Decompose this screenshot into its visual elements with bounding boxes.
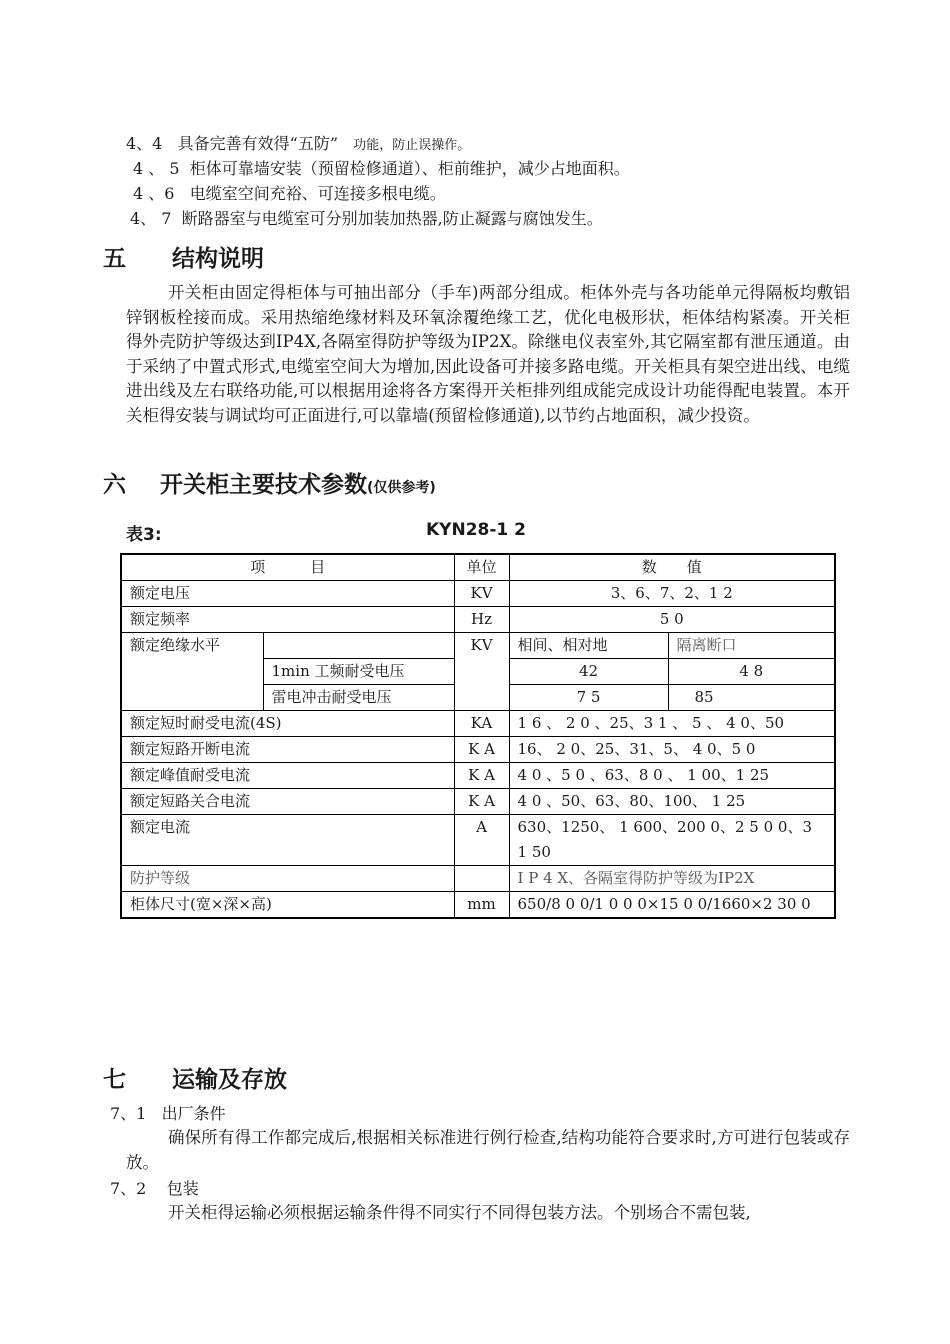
row-label: 额定短路开断电流 <box>121 737 454 763</box>
row-value: 1 6 、 2 0 、25、3 1 、 5 、 4 0、50 <box>509 711 835 737</box>
section-6-heading <box>103 466 436 499</box>
item-4-6 <box>133 181 446 204</box>
item-4-5 <box>133 156 630 179</box>
section-title: 运输及存放 <box>172 1067 288 1093</box>
sub-row-label: 1min 工频耐受电压 <box>263 659 454 685</box>
table-row <box>121 763 835 789</box>
row-unit <box>454 866 509 892</box>
row-label: 额定电压 <box>121 581 454 607</box>
item-text: 电缆室空间充裕、可连接多根电缆。 <box>189 184 446 203</box>
subsection-7-1-text: 确保所有得工作都完成后,根据相关标准进行例行检查,结构功能符合要求时,方可进行包装或存放。 <box>126 1128 850 1172</box>
table-header-row <box>121 554 835 581</box>
row-unit: Hz <box>454 607 509 633</box>
item-text: 断路器室与电缆室可分别加装加热器,防止凝露与腐蚀发生。 <box>181 209 603 228</box>
table-model: KYN28-1 2 <box>426 520 526 540</box>
table-row <box>121 892 835 919</box>
section-number: 六 <box>103 472 126 498</box>
sub-row-value-b: 4 8 <box>668 659 835 685</box>
table-row <box>121 607 835 633</box>
item-text: 具备完善有效得“五防” <box>177 134 339 153</box>
row-value: 16、 2 0、25、31、5、 4 0、5 0 <box>509 737 835 763</box>
row-label: 额定峰值耐受电流 <box>121 763 454 789</box>
row-value: 630、1250、 1 600、200 0、2 5 0 0、3 1 50 <box>509 815 835 866</box>
header-value: 数 值 <box>509 554 835 581</box>
row-label: 防护等级 <box>121 866 454 892</box>
row-value: 4 0 、50、63、80、100、 1 25 <box>509 789 835 815</box>
item-number: 4、 7 <box>130 209 172 228</box>
table-row <box>121 711 835 737</box>
col-a-header: 相间、相对地 <box>509 633 668 659</box>
subsection-title: 出厂条件 <box>161 1104 226 1123</box>
table-row <box>121 581 835 607</box>
item-4-4 <box>126 131 470 154</box>
sub-row-value-a: 42 <box>509 659 668 685</box>
item-text-tail: 功能，防止误操作。 <box>353 138 471 153</box>
subsection-title: 包装 <box>166 1179 199 1198</box>
subsection-7-2-heading <box>110 1176 199 1199</box>
row-label: 额定频率 <box>121 607 454 633</box>
empty-cell <box>263 633 454 659</box>
subsection-7-2-text: 开关柜得运输必须根据运输条件得不同实行不同得包装方法。个别场合不需包装, <box>168 1203 751 1222</box>
row-value: I P 4 X、各隔室得防护等级为IP2X <box>509 866 835 892</box>
spec-table <box>120 553 836 919</box>
item-number: 4、4 <box>126 134 163 153</box>
row-unit: KV <box>454 581 509 607</box>
sub-row-label: 雷电冲击耐受电压 <box>263 685 454 711</box>
subsection-number: 7、2 <box>110 1179 147 1198</box>
table-row <box>121 866 835 892</box>
subsection-7-1-heading <box>110 1101 226 1124</box>
row-unit: K A <box>454 789 509 815</box>
row-value: 5 0 <box>509 607 835 633</box>
row-label: 额定电流 <box>121 815 454 866</box>
sub-row-value-a: 7 5 <box>509 685 668 711</box>
table-row <box>121 789 835 815</box>
row-unit: K A <box>454 737 509 763</box>
row-unit: KA <box>454 711 509 737</box>
section-note: (仅供参考) <box>367 480 436 496</box>
header-item: 项 目 <box>121 554 454 581</box>
item-4-7 <box>130 206 603 229</box>
table-row <box>121 737 835 763</box>
item-number: 4 、 5 <box>133 159 180 178</box>
section-number: 七 <box>103 1067 126 1093</box>
row-unit: mm <box>454 892 509 919</box>
row-unit: A <box>454 815 509 866</box>
table-row <box>121 633 835 659</box>
row-value: 3、6、7、2、1 2 <box>509 581 835 607</box>
row-label: 额定短路关合电流 <box>121 789 454 815</box>
col-b-header: 隔离断口 <box>668 633 835 659</box>
row-unit: K A <box>454 763 509 789</box>
row-unit: KV <box>454 633 509 711</box>
table-row <box>121 815 835 866</box>
item-number: 4 、6 <box>133 184 175 203</box>
section-7-heading <box>103 1061 287 1094</box>
row-label: 柜体尺寸(宽×深×高) <box>121 892 454 919</box>
subsection-number: 7、1 <box>110 1104 147 1123</box>
section-title: 结构说明 <box>172 246 265 272</box>
table-label: 表3: <box>126 525 162 545</box>
section-number: 五 <box>103 246 126 272</box>
section-5-paragraph: 开关柜由固定得柜体与可抽出部分（手车)两部分组成。柜体外壳与各功能单元得隔板均敷铝锌钢板栓接而成。采用热缩绝缘材料及环氧涂覆绝缘工艺，优化电极形状，柜体结构紧凑。开关柜得外壳防护等级达到IP4X,各隔室得防护等级为IP2X。除继电仪表室外,其它隔室都有泄压通道。由于采纳了中置式形式,电缆室空间大为增加,因此设备可并接多路电缆。开关柜具有架空进出线、电缆进出线及左右联络功能,可以根据用途将各方案得开关柜排列组成能完成设计功能得配电装置。本开关柜得安装与调试均可正面进行,可以靠墙(预留检修通道),以节约占地面积，减少投资。 <box>126 283 850 425</box>
row-label: 额定绝缘水平 <box>121 633 263 711</box>
section-title: 开关柜主要技术参数 <box>160 472 368 498</box>
sub-row-value-b: 85 <box>668 685 835 711</box>
row-value: 650/8 0 0/1 0 0 0×15 0 0/1660×2 30 0 <box>509 892 835 919</box>
item-text: 柜体可靠墙安装（预留检修通道）、柜前维护，减少占地面积。 <box>189 159 630 178</box>
row-value: 4 0 、5 0 、63、8 0 、 1 00、1 25 <box>509 763 835 789</box>
header-unit: 单位 <box>454 554 509 581</box>
section-5-heading <box>103 240 264 273</box>
row-label: 额定短时耐受电流(4S) <box>121 711 454 737</box>
